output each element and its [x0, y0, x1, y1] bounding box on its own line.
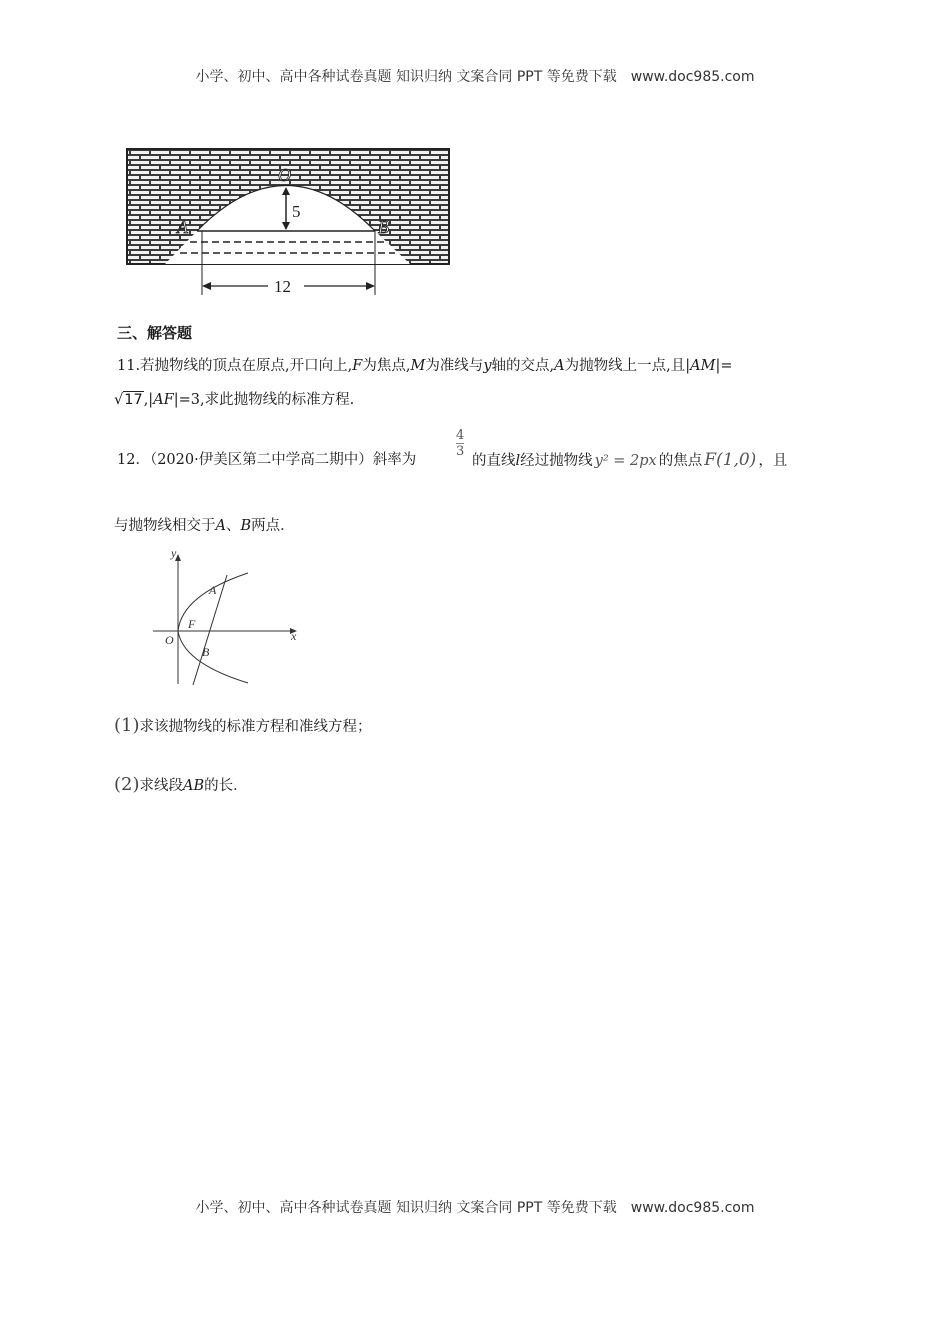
arch-figure: [120, 145, 455, 300]
q12-var-l: l: [515, 453, 521, 469]
part1-number: (1): [114, 715, 140, 736]
q11-var-f: F: [352, 358, 363, 374]
q12-text: 的焦点: [658, 453, 703, 469]
q12-var-a: A: [215, 518, 226, 534]
q11-text: 轴的交点,: [491, 358, 555, 374]
footer-text: 小学、初中、高中各种试卷真题 知识归纳 文案合同 PPT 等免费下载: [195, 1200, 617, 1216]
page-header: [0, 66, 950, 86]
q11-var-m: M: [410, 358, 426, 374]
arch-height-label: 5: [292, 202, 301, 221]
sqrt-expression: √17: [114, 392, 143, 408]
fraction-numerator: 4: [456, 428, 465, 443]
part2-text: 求线段: [139, 778, 183, 794]
header-url: www.doc985.com: [630, 69, 755, 85]
q12-text: 与抛物线相交于: [114, 518, 216, 534]
q11-var-am: AM: [690, 358, 716, 374]
q12-text: 斜率为: [372, 452, 417, 468]
q11-var-af: AF: [153, 392, 174, 408]
axis-label-x: x: [291, 629, 297, 643]
q11-text: 为焦点,: [362, 358, 411, 374]
q11-text: 为抛物线上一点,且|: [564, 358, 691, 374]
q12-line2: [114, 516, 295, 536]
q12-text: 的直线: [472, 453, 516, 469]
q11-text: 为准线与: [425, 358, 484, 374]
q12-text: 经过抛物线: [520, 453, 593, 469]
fraction-denominator: 3: [456, 444, 465, 459]
q12-source: （2020·伊美区第二中学高二期中）: [149, 452, 373, 468]
part1: [114, 716, 372, 737]
part1-text: 求该抛物线的标准方程和准线方程；: [139, 719, 372, 735]
part2: [114, 775, 248, 796]
point-b-label: B: [202, 645, 210, 659]
part2-var-ab: AB: [183, 778, 205, 794]
section-title: 三、解答题: [117, 324, 193, 342]
axis-label-y: y: [171, 546, 177, 560]
slope-fraction: [456, 428, 464, 459]
q12-var-b: B: [240, 518, 252, 534]
q11-text: |=: [715, 358, 733, 374]
part2-text: 的长．: [204, 778, 248, 794]
q11-var-y: y: [483, 358, 492, 374]
q12-number: 12．: [117, 452, 150, 468]
parabola-equation: y² = 2px: [594, 453, 657, 469]
part2-number: (2): [114, 774, 140, 795]
header-text: 小学、初中、高中各种试卷真题 知识归纳 文案合同 PPT 等免费下载: [195, 69, 617, 85]
q12-line1: [117, 450, 416, 470]
page-footer: [0, 1197, 950, 1217]
q12-text: ，且: [758, 453, 788, 469]
q11-text: |=3,求此抛物线的标准方程.: [173, 392, 355, 408]
q11-text: 11.若抛物线的顶点在原点,开口向上,: [117, 358, 353, 374]
focus-point: F(1,0): [704, 450, 757, 470]
q12-line1-cont: [472, 450, 787, 471]
arch-label-b: B: [378, 217, 389, 237]
q11-text: ,|: [143, 392, 154, 408]
footer-url: www.doc985.com: [630, 1200, 755, 1216]
q11-line2: [114, 390, 354, 410]
arch-width-label: 12: [274, 277, 291, 296]
q12-text: 两点．: [251, 518, 295, 534]
sqrt-value: 17: [124, 392, 143, 408]
origin-label: O: [165, 633, 174, 647]
focus-label: F: [188, 617, 196, 631]
arch-label-o: O: [278, 165, 291, 185]
q11-var-a: A: [554, 358, 565, 374]
q12-text: 、: [225, 518, 241, 534]
parabola-figure: [145, 545, 310, 690]
point-a-label: A: [209, 583, 217, 597]
arch-label-a: A: [177, 217, 188, 237]
q11-line1: [117, 356, 732, 376]
